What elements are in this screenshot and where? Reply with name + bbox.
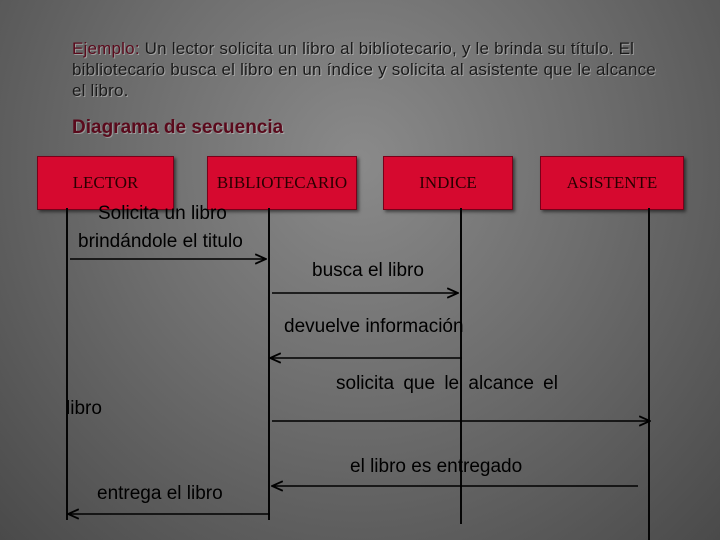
actor-indice: INDICE (383, 156, 513, 210)
msg-entregado: el libro es entregado (350, 456, 523, 477)
msg-busca: busca el libro (312, 260, 424, 281)
msg-solicita-line2: brindándole el titulo (78, 231, 243, 252)
actor-asistente: ASISTENTE (540, 156, 684, 210)
actor-bibliotecario: BIBLIOTECARIO (207, 156, 357, 210)
msg-alcance-line1: solicita que le alcance el (336, 373, 558, 394)
intro-lead: Ejemplo: (72, 39, 140, 58)
msg-devuelve: devuelve información (284, 316, 464, 337)
msg-entrega: entrega el libro (97, 483, 223, 504)
diagram-subtitle: Diagrama de secuencia (72, 117, 284, 138)
intro-text: Un lector solicita un libro al bibliotecario, y le brinda su título. El bibliotecario busca el libro en un índice y solicita al asistente que le alcance el libro. (72, 39, 656, 100)
actor-lector: LECTOR (37, 156, 174, 210)
msg-solicita-line1: Solicita un libro (98, 203, 227, 224)
msg-alcance-line2: libro (66, 398, 102, 419)
